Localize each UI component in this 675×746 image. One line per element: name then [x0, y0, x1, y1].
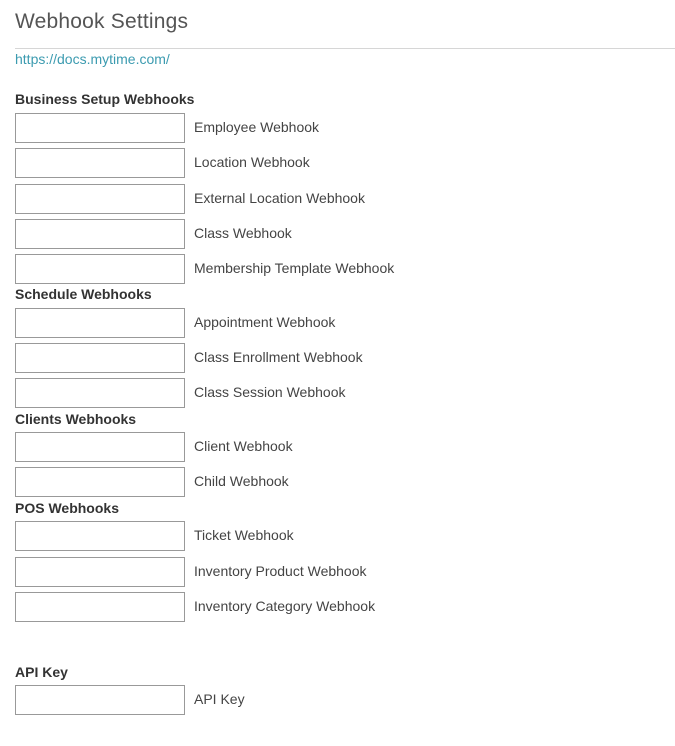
field-row-location-webhook [15, 148, 615, 178]
location-webhook-label: Location Webhook [194, 154, 310, 170]
client-webhook-label: Client Webhook [194, 438, 293, 454]
inventory-category-webhook-label: Inventory Category Webhook [194, 598, 376, 614]
ticket-webhook-input[interactable] [15, 521, 185, 551]
api-key-label: API Key [194, 691, 245, 707]
section-title-business-setup: Business Setup Webhooks [15, 91, 195, 107]
field-row-ticket-webhook [15, 521, 615, 551]
external-location-webhook-input[interactable] [15, 184, 185, 214]
field-row-membership-template-webhook [15, 254, 615, 284]
field-row-external-location-webhook [15, 184, 615, 214]
employee-webhook-input[interactable] [15, 113, 185, 143]
class-enrollment-webhook-input[interactable] [15, 343, 185, 373]
appointment-webhook-input[interactable] [15, 308, 185, 338]
section-title-api-key: API Key [15, 664, 68, 680]
external-location-webhook-label: External Location Webhook [194, 190, 365, 206]
client-webhook-input[interactable] [15, 432, 185, 462]
title-divider [15, 48, 675, 49]
appointment-webhook-label: Appointment Webhook [194, 314, 336, 330]
field-row-class-enrollment-webhook [15, 343, 615, 373]
child-webhook-input[interactable] [15, 467, 185, 497]
location-webhook-input[interactable] [15, 148, 185, 178]
field-row-inventory-category-webhook [15, 592, 615, 622]
page-title: Webhook Settings [15, 10, 189, 33]
section-title-schedule: Schedule Webhooks [15, 286, 152, 302]
class-webhook-input[interactable] [15, 219, 185, 249]
field-row-client-webhook [15, 432, 615, 462]
field-row-employee-webhook [15, 113, 615, 143]
field-row-class-webhook [15, 219, 615, 249]
class-webhook-label: Class Webhook [194, 225, 292, 241]
section-title-clients: Clients Webhooks [15, 411, 137, 427]
membership-template-webhook-label: Membership Template Webhook [194, 260, 395, 276]
section-title-pos: POS Webhooks [15, 500, 119, 516]
inventory-product-webhook-input[interactable] [15, 557, 185, 587]
class-session-webhook-input[interactable] [15, 378, 185, 408]
class-enrollment-webhook-label: Class Enrollment Webhook [194, 349, 363, 365]
inventory-category-webhook-input[interactable] [15, 592, 185, 622]
child-webhook-label: Child Webhook [194, 473, 289, 489]
api-key-input[interactable] [15, 685, 185, 715]
membership-template-webhook-input[interactable] [15, 254, 185, 284]
employee-webhook-label: Employee Webhook [194, 119, 320, 135]
field-row-class-session-webhook [15, 378, 615, 408]
field-row-child-webhook [15, 467, 615, 497]
field-row-inventory-product-webhook [15, 557, 615, 587]
field-row-api-key [15, 685, 615, 715]
class-session-webhook-label: Class Session Webhook [194, 384, 346, 400]
ticket-webhook-label: Ticket Webhook [194, 527, 294, 543]
docs-link[interactable]: https://docs.mytime.com/ [15, 51, 170, 67]
field-row-appointment-webhook [15, 308, 615, 338]
inventory-product-webhook-label: Inventory Product Webhook [194, 563, 367, 579]
